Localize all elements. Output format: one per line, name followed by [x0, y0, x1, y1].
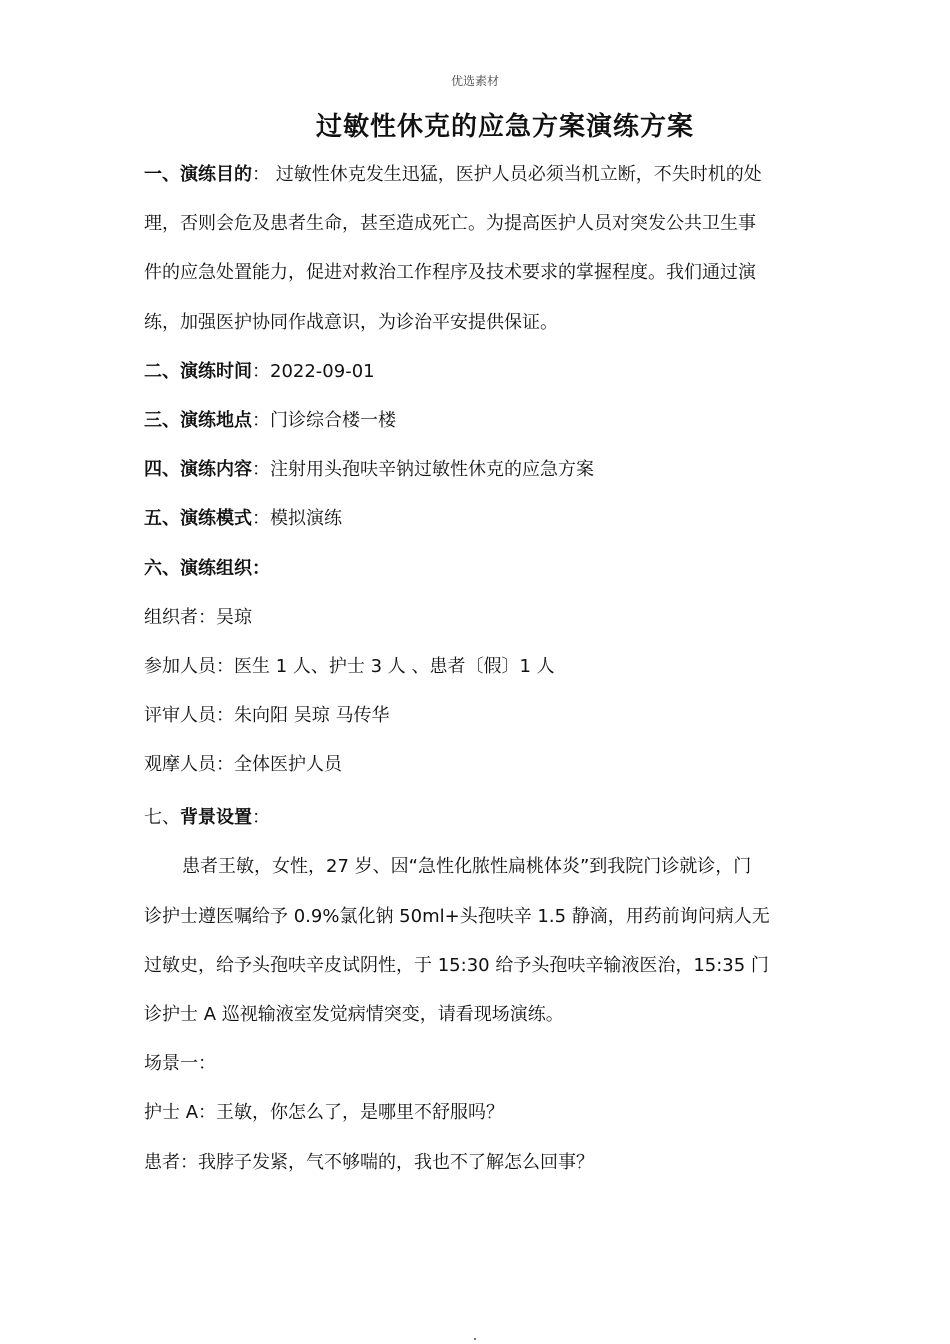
background-line-3: 过敏史，给予头孢呋辛皮试阴性，于 15:30 给予头孢呋辛输液医治，15:35 门 — [144, 954, 769, 976]
purpose-text-1: 过敏性休克发生迅猛，医护人员必须当机立断，不失时机的处 — [270, 164, 762, 185]
content-value: ：注射用头孢呋辛钠过敏性休克的应急方案 — [252, 459, 594, 481]
background-line-4: 诊护士 A 巡视输液室发觉病情突变，请看现场演练。 — [144, 1004, 564, 1025]
content-label: 四、演练内容 — [144, 459, 252, 481]
content-line — [144, 445, 808, 494]
time-label: 二、演练时间 — [144, 360, 252, 382]
background-sep: ： — [252, 807, 270, 829]
time-value: ：2022-09-01 — [252, 360, 375, 382]
place-line — [144, 396, 808, 445]
reviewers-line: 评审人员：朱向阳 吴琼 马传华 — [144, 705, 390, 727]
background-line-2: 诊护士遵医嘱给予 0.9%氯化钠 50ml+头孢呋辛 1.5 静滴，用药前询问病人无 — [144, 905, 770, 927]
purpose-label: 一、演练目的 — [144, 164, 252, 185]
organizer-line: 组织者：吴琼 — [144, 606, 252, 628]
purpose-sep: ： — [252, 164, 270, 185]
background-label: 背景设置 — [180, 807, 252, 829]
org-label: 六、演练组织： — [144, 557, 270, 579]
place-label: 三、演练地点 — [144, 409, 252, 431]
purpose-line-3: 件的应急处置能力，促进对救治工作程序及技术要求的掌握程度。我们通过演 — [144, 262, 756, 284]
place-value: ：门诊综合楼一楼 — [252, 409, 396, 431]
page-footer-mark — [474, 1338, 476, 1340]
header-watermark: 优选素材 — [450, 74, 499, 88]
document-title: 过敏性休克的应急方案演练方案 — [315, 112, 694, 142]
background-line-1: 患者王敏，女性，27 岁、因“急性化脓性扁桃体炎”到我院门诊就诊，门 — [182, 856, 752, 878]
document-body — [144, 150, 808, 1187]
observers-line: 观摩人员：全体医护人员 — [144, 754, 342, 776]
participants-line: 参加人员：医生 1 人、护士 3 人 、患者〔假〕1 人 — [144, 655, 555, 677]
dialog-nurse-a: 护士 A：王敏，你怎么了，是哪里不舒服吗？ — [144, 1102, 505, 1124]
mode-value: ：模拟演练 — [252, 508, 342, 530]
purpose-line-1 — [144, 150, 808, 199]
scene-one-heading: 场景一： — [144, 1053, 216, 1075]
dialog-patient: 患者：我脖子发紧，气不够喘的，我也不了解怎么回事？ — [144, 1151, 594, 1173]
background-heading — [144, 789, 808, 842]
background-prefix: 七、 — [144, 807, 180, 829]
mode-label: 五、演练模式 — [144, 508, 252, 530]
purpose-line-2: 理，否则会危及患者生命，甚至造成死亡。为提高医护人员对突发公共卫生事 — [144, 213, 756, 235]
purpose-line-4: 练，加强医护协同作战意识，为诊治平安提供保证。 — [144, 311, 558, 333]
mode-line — [144, 494, 808, 543]
time-line — [144, 347, 808, 396]
